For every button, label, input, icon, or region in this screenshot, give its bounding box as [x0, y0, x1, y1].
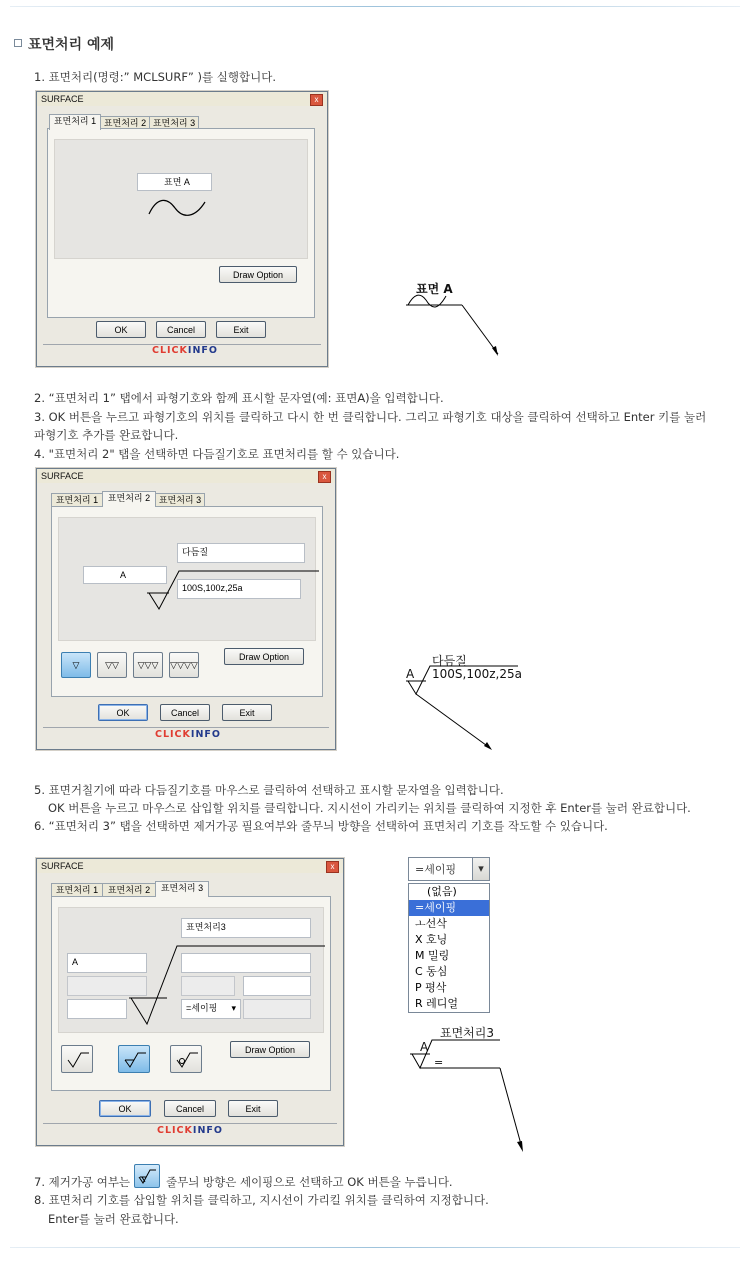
bottom-text-input[interactable]: 100S,100z,25a: [177, 579, 301, 599]
fig3-surface-leader-drawing: [404, 1036, 534, 1156]
cancel-button[interactable]: Cancel: [164, 1100, 216, 1117]
removal-optional-button[interactable]: [61, 1045, 93, 1073]
close-icon[interactable]: x: [326, 861, 339, 873]
step-7-text-a: 7. 제거가공 여부는: [34, 1175, 131, 1189]
dropdown-option[interactable]: =세이핑: [409, 900, 489, 916]
step-8-text-b: Enter를 눌러 완료합니다.: [48, 1212, 179, 1226]
dialog-title: SURFACE: [37, 859, 343, 873]
fig2-letter: A: [406, 667, 415, 681]
left-text-input[interactable]: A: [67, 953, 147, 973]
fig2-top-label: 다듬질: [432, 654, 467, 668]
tab-surface-3[interactable]: 표면처리 3: [155, 493, 205, 506]
top-divider: [10, 6, 740, 7]
dropdown-option[interactable]: X 호닝: [415, 933, 448, 946]
ok-button[interactable]: OK: [99, 1100, 151, 1117]
top-text-input[interactable]: 표면처리3: [181, 918, 311, 938]
clickinfo-logo: CLICKINFO: [155, 729, 221, 740]
cancel-button[interactable]: Cancel: [156, 321, 206, 338]
fig3-lay-mark: =: [434, 1056, 444, 1069]
chevron-down-icon: ▾: [231, 1003, 236, 1013]
preview-area: [58, 907, 324, 1033]
tab-strip: [49, 114, 249, 128]
dropdown-list: [408, 883, 490, 1013]
tab-panel: [51, 506, 323, 697]
surface-symbol-drawing: [125, 944, 325, 1034]
tab-panel: [51, 896, 331, 1091]
tab-strip: [51, 491, 251, 505]
removal-required-icon: [134, 1164, 160, 1188]
dialog-title: SURFACE: [37, 92, 327, 106]
finish-symbol-drawing: [139, 563, 319, 613]
ok-button[interactable]: OK: [96, 321, 146, 338]
dropdown-option[interactable]: R 레디얼: [415, 997, 459, 1010]
tab-surface-1[interactable]: 표면처리 1: [51, 883, 103, 896]
square-bullet-icon: [14, 39, 22, 47]
step-5-text-b: OK 버튼을 누르고 마우스로 삽입할 위치를 클릭합니다. 지시선이 가리키는 위치를 클릭하여 지정한 후 Enter를 눌러 완료합니다.: [48, 801, 691, 815]
tab-surface-3[interactable]: 표면처리 3: [149, 116, 199, 129]
surface-dialog-tab3: [36, 858, 344, 1146]
exit-button[interactable]: Exit: [222, 704, 272, 721]
clickinfo-logo: CLICKINFO: [157, 1125, 223, 1136]
close-icon[interactable]: x: [318, 471, 331, 483]
cancel-button[interactable]: Cancel: [160, 704, 210, 721]
dropdown-selected-value: =세이핑: [415, 863, 457, 876]
dropdown-option[interactable]: M 밀링: [415, 949, 450, 962]
section-title: 표면처리 예제: [14, 34, 114, 54]
fig1-label: 표면 A: [416, 282, 453, 296]
surface-dialog-tab2: [36, 468, 336, 750]
fig1-wave-leader-drawing: [400, 280, 510, 360]
step-3-text-b: 파형기호 추가를 완료합니다.: [34, 428, 179, 442]
preview-area: [58, 517, 316, 641]
finish-symbol-4-button[interactable]: ▽▽▽▽: [169, 652, 199, 678]
step-4-text: 4. "표면처리 2" 탭을 선택하면 다듬질기호로 표면처리를 할 수 있습니다.: [34, 447, 400, 461]
removal-prohibited-button[interactable]: [170, 1045, 202, 1073]
dropdown-option[interactable]: P 평삭: [415, 981, 447, 994]
step-7-text-b: 줄무늬 방향은 세이핑으로 선택하고 OK 버튼을 누릅니다.: [166, 1175, 453, 1189]
tab-surface-1[interactable]: 표면처리 1: [51, 493, 103, 506]
dropdown-option[interactable]: ㅗ선삭: [415, 917, 447, 930]
finish-symbol-2-button[interactable]: ▽▽: [97, 652, 127, 678]
tab-surface-1[interactable]: 표면처리 1: [49, 114, 101, 130]
top-text-input[interactable]: 다듬질: [177, 543, 305, 563]
surface-text-input[interactable]: 표면 A: [137, 173, 212, 191]
surface-dialog-tab1: [36, 91, 328, 367]
step-8-text-a: 8. 표면처리 기호를 삽입할 위치를 클릭하고, 지시선이 가리킬 위치를 클릭하여 지정합니다.: [34, 1193, 489, 1207]
tab-surface-2[interactable]: 표면처리 2: [100, 116, 150, 129]
tab-panel: [47, 128, 315, 318]
bottom-divider: [10, 1247, 740, 1248]
step-5-text-a: 5. 표면거칠기에 따라 다듬질기호를 마우스로 클릭하여 선택하고 표시할 문자열을 입력합니다.: [34, 783, 504, 797]
preview-area: [54, 139, 308, 259]
dropdown-option[interactable]: C 동심: [415, 965, 448, 978]
close-icon[interactable]: x: [310, 94, 323, 106]
draw-option-button[interactable]: Draw Option: [219, 266, 297, 283]
draw-option-button[interactable]: Draw Option: [230, 1041, 310, 1058]
fig3-letter: A: [420, 1040, 429, 1054]
step-1-text: 1. 표면처리(명령:” MCLSURF” )를 실행합니다.: [34, 70, 277, 84]
tab-surface-2[interactable]: 표면처리 2: [102, 883, 156, 896]
removal-required-button[interactable]: [118, 1045, 150, 1073]
exit-button[interactable]: Exit: [228, 1100, 278, 1117]
tab-surface-3[interactable]: 표면처리 3: [155, 881, 209, 897]
fig2-bottom-label: 100S,100z,25a: [432, 667, 522, 681]
finish-symbol-1-button[interactable]: ▽: [61, 652, 91, 678]
step-2-text: 2. “표면처리 1” 탭에서 파형기호와 함께 표시할 문자열(예: 표면A)을 입력합니다.: [34, 391, 444, 405]
bottom-left-input[interactable]: [67, 999, 127, 1019]
dropdown-option[interactable]: (없음): [427, 885, 457, 898]
divider: [43, 727, 329, 728]
draw-option-button[interactable]: Draw Option: [224, 648, 304, 665]
dropdown-field[interactable]: [408, 857, 490, 881]
tab-strip: [51, 881, 251, 895]
step-6-text: 6. “표면처리 3” 탭을 선택하면 제거가공 필요여부와 줄무늬 방향을 선택하여 표면처리 기호를 작도할 수 있습니다.: [34, 819, 608, 833]
left-text-input[interactable]: A: [83, 566, 167, 584]
chevron-down-icon[interactable]: ▾: [472, 858, 489, 880]
fig2-finish-leader-drawing: [400, 660, 500, 755]
dialog-title: SURFACE: [37, 469, 335, 483]
step-3-text-a: 3. OK 버튼을 누르고 파형기호의 위치를 클릭하고 다시 한 번 클릭합니다. 그리고 파형기호 대상을 클릭하여 선택하고 Enter 키를 눌러: [34, 410, 707, 424]
tab-surface-2[interactable]: 표면처리 2: [102, 491, 156, 507]
divider: [43, 1123, 337, 1124]
exit-button[interactable]: Exit: [216, 321, 266, 338]
wave-symbol-icon: [147, 192, 209, 222]
lay-direction-select[interactable]: =세이핑 ▾: [181, 999, 241, 1019]
lay-direction-dropdown[interactable]: [408, 857, 490, 1013]
clickinfo-logo: CLICKINFO: [152, 345, 218, 356]
ok-button[interactable]: OK: [98, 704, 148, 721]
fig3-top-label: 표면처리3: [440, 1026, 495, 1040]
finish-symbol-3-button[interactable]: ▽▽▽: [133, 652, 163, 678]
